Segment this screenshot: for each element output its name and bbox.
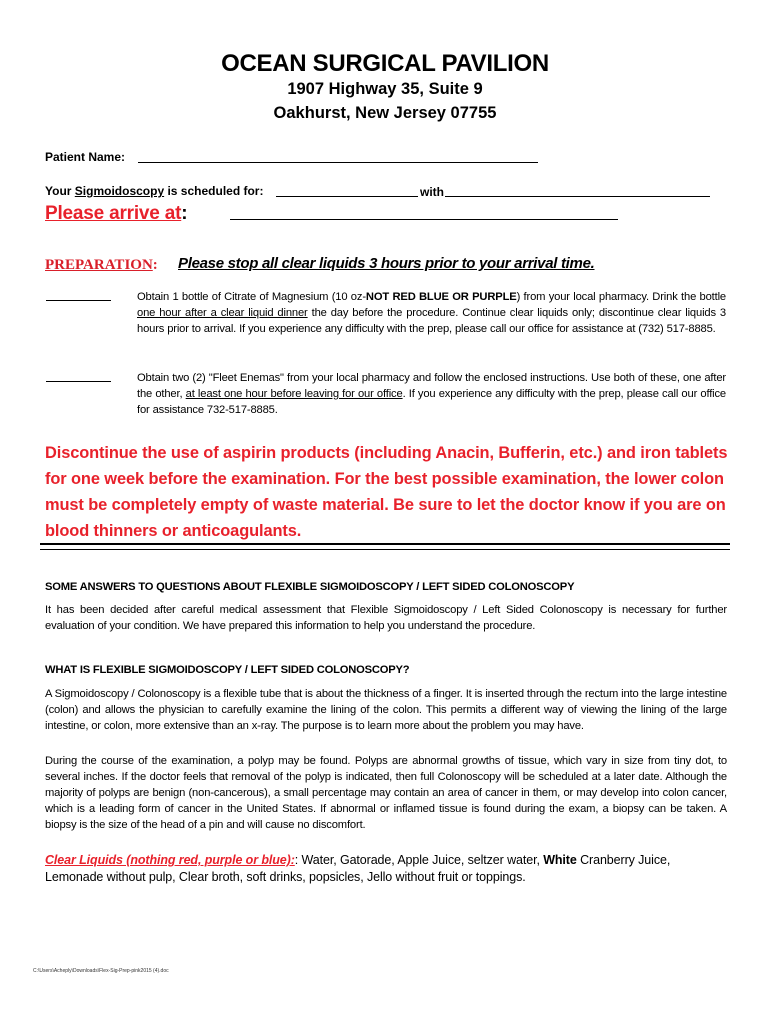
file-path-footer: C:\Users\Acheply\Downloads\Flex-Sig-Prep-pink2015 (4).doc bbox=[33, 968, 169, 974]
step2-checkline[interactable] bbox=[46, 381, 111, 382]
patient-name-field[interactable] bbox=[138, 162, 538, 163]
address-line-2: Oakhurst, New Jersey 07755 bbox=[273, 104, 497, 122]
doctor-name-field[interactable] bbox=[445, 196, 710, 197]
address-line-1: 1907 Highway 35, Suite 9 bbox=[287, 80, 483, 98]
arrival-time-field[interactable] bbox=[230, 219, 618, 220]
warning-text: Discontinue the use of aspirin products (including Anacin, Bufferin, etc.) and iron tablets for one week before the examination. For the best possible examination, the lower colon must be completely empty of waste material. Be sure to let the doctor know if you are on blood thinners or anticoagulants. bbox=[45, 444, 728, 540]
patient-name-label: Patient Name: bbox=[45, 150, 126, 164]
preparation-note: Please stop all clear liquids 3 hours prior to your arrival time. bbox=[178, 255, 595, 272]
step1-checkline[interactable] bbox=[46, 300, 111, 301]
clear-liquids-text: Clear Liquids (nothing red, purple or blue):: Water, Gatorade, Apple Juice, seltzer water, White Cranberry Juice, Lemonade without pulp, Clear broth, soft drinks, popsicles, Jello without fruit or toppings. bbox=[45, 853, 671, 884]
prep-step-2: Obtain two (2) "Fleet Enemas" from your local pharmacy and follow the enclosed instructions. Use both of these, one after the other, at least one hour before leaving for our office. If you experience any difficulty with the prep, please call our office for assistance 732-517-8885. bbox=[137, 372, 727, 416]
faq-heading-1: SOME ANSWERS TO QUESTIONS ABOUT FLEXIBLE SIGMOIDOSCOPY / LEFT SIDED COLONOSCOPY bbox=[45, 581, 575, 593]
prep-step-1: Obtain 1 bottle of Citrate of Magnesium (10 oz-NOT RED BLUE OR PURPLE) from your local pharmacy. Drink the bottle one hour after a clear liquid dinner the day before the procedure. Continue clear liquids only; discontinue clear liquids 3 hours prior to arrival. If you experience any difficulty with the prep, please call our office for assistance at (732) 517-8885. bbox=[137, 291, 726, 335]
document-title: OCEAN SURGICAL PAVILION bbox=[221, 50, 549, 77]
faq-heading-2: WHAT IS FLEXIBLE SIGMOIDOSCOPY / LEFT SIDED COLONOSCOPY? bbox=[45, 664, 410, 676]
divider-thick bbox=[40, 543, 730, 545]
arrive-label: Please arrive at: bbox=[45, 203, 188, 224]
faq-paragraph-1: It has been decided after careful medical assessment that Flexible Sigmoidoscopy / Left Sided Colonoscopy is necessary for further evaluation of your condition. We have prepared this information to help you understand the procedure. bbox=[45, 604, 727, 632]
scheduled-label: Your Sigmoidoscopy is scheduled for: bbox=[45, 184, 264, 198]
with-label: with bbox=[420, 185, 444, 199]
faq-paragraph-2: A Sigmoidoscopy / Colonoscopy is a flexible tube that is about the thickness of a finger. It is inserted through the rectum into the large intestine (colon) and allows the physician to carefully examine the lining of the colon. This permits a different way of viewing the lining of the large intestine, or colon, more extensive than an x-ray. The purpose is to learn more about the problem you may have. bbox=[45, 688, 727, 732]
preparation-heading: PREPARATION: bbox=[45, 257, 158, 273]
scheduled-date-field[interactable] bbox=[276, 196, 418, 197]
faq-paragraph-3: During the course of the examination, a polyp may be found. Polyps are abnormal growths of tissue, which vary in size from tiny dot, to several inches. If the doctor feels that removal of the polyp is indicated, then full Colonoscopy will be scheduled at a later date. Although the majority of polyps are benign (non-cancerous), a small percentage may contain an area of cancer in them, or may develop into colon cancer, which is a leading form of cancer in the United States. If abnormal or inflamed tissue is found during the exam, a biopsy can be taken. A biopsy is the size of the head of a pin and will cause no discomfort. bbox=[45, 755, 727, 831]
divider-thin bbox=[40, 549, 730, 550]
